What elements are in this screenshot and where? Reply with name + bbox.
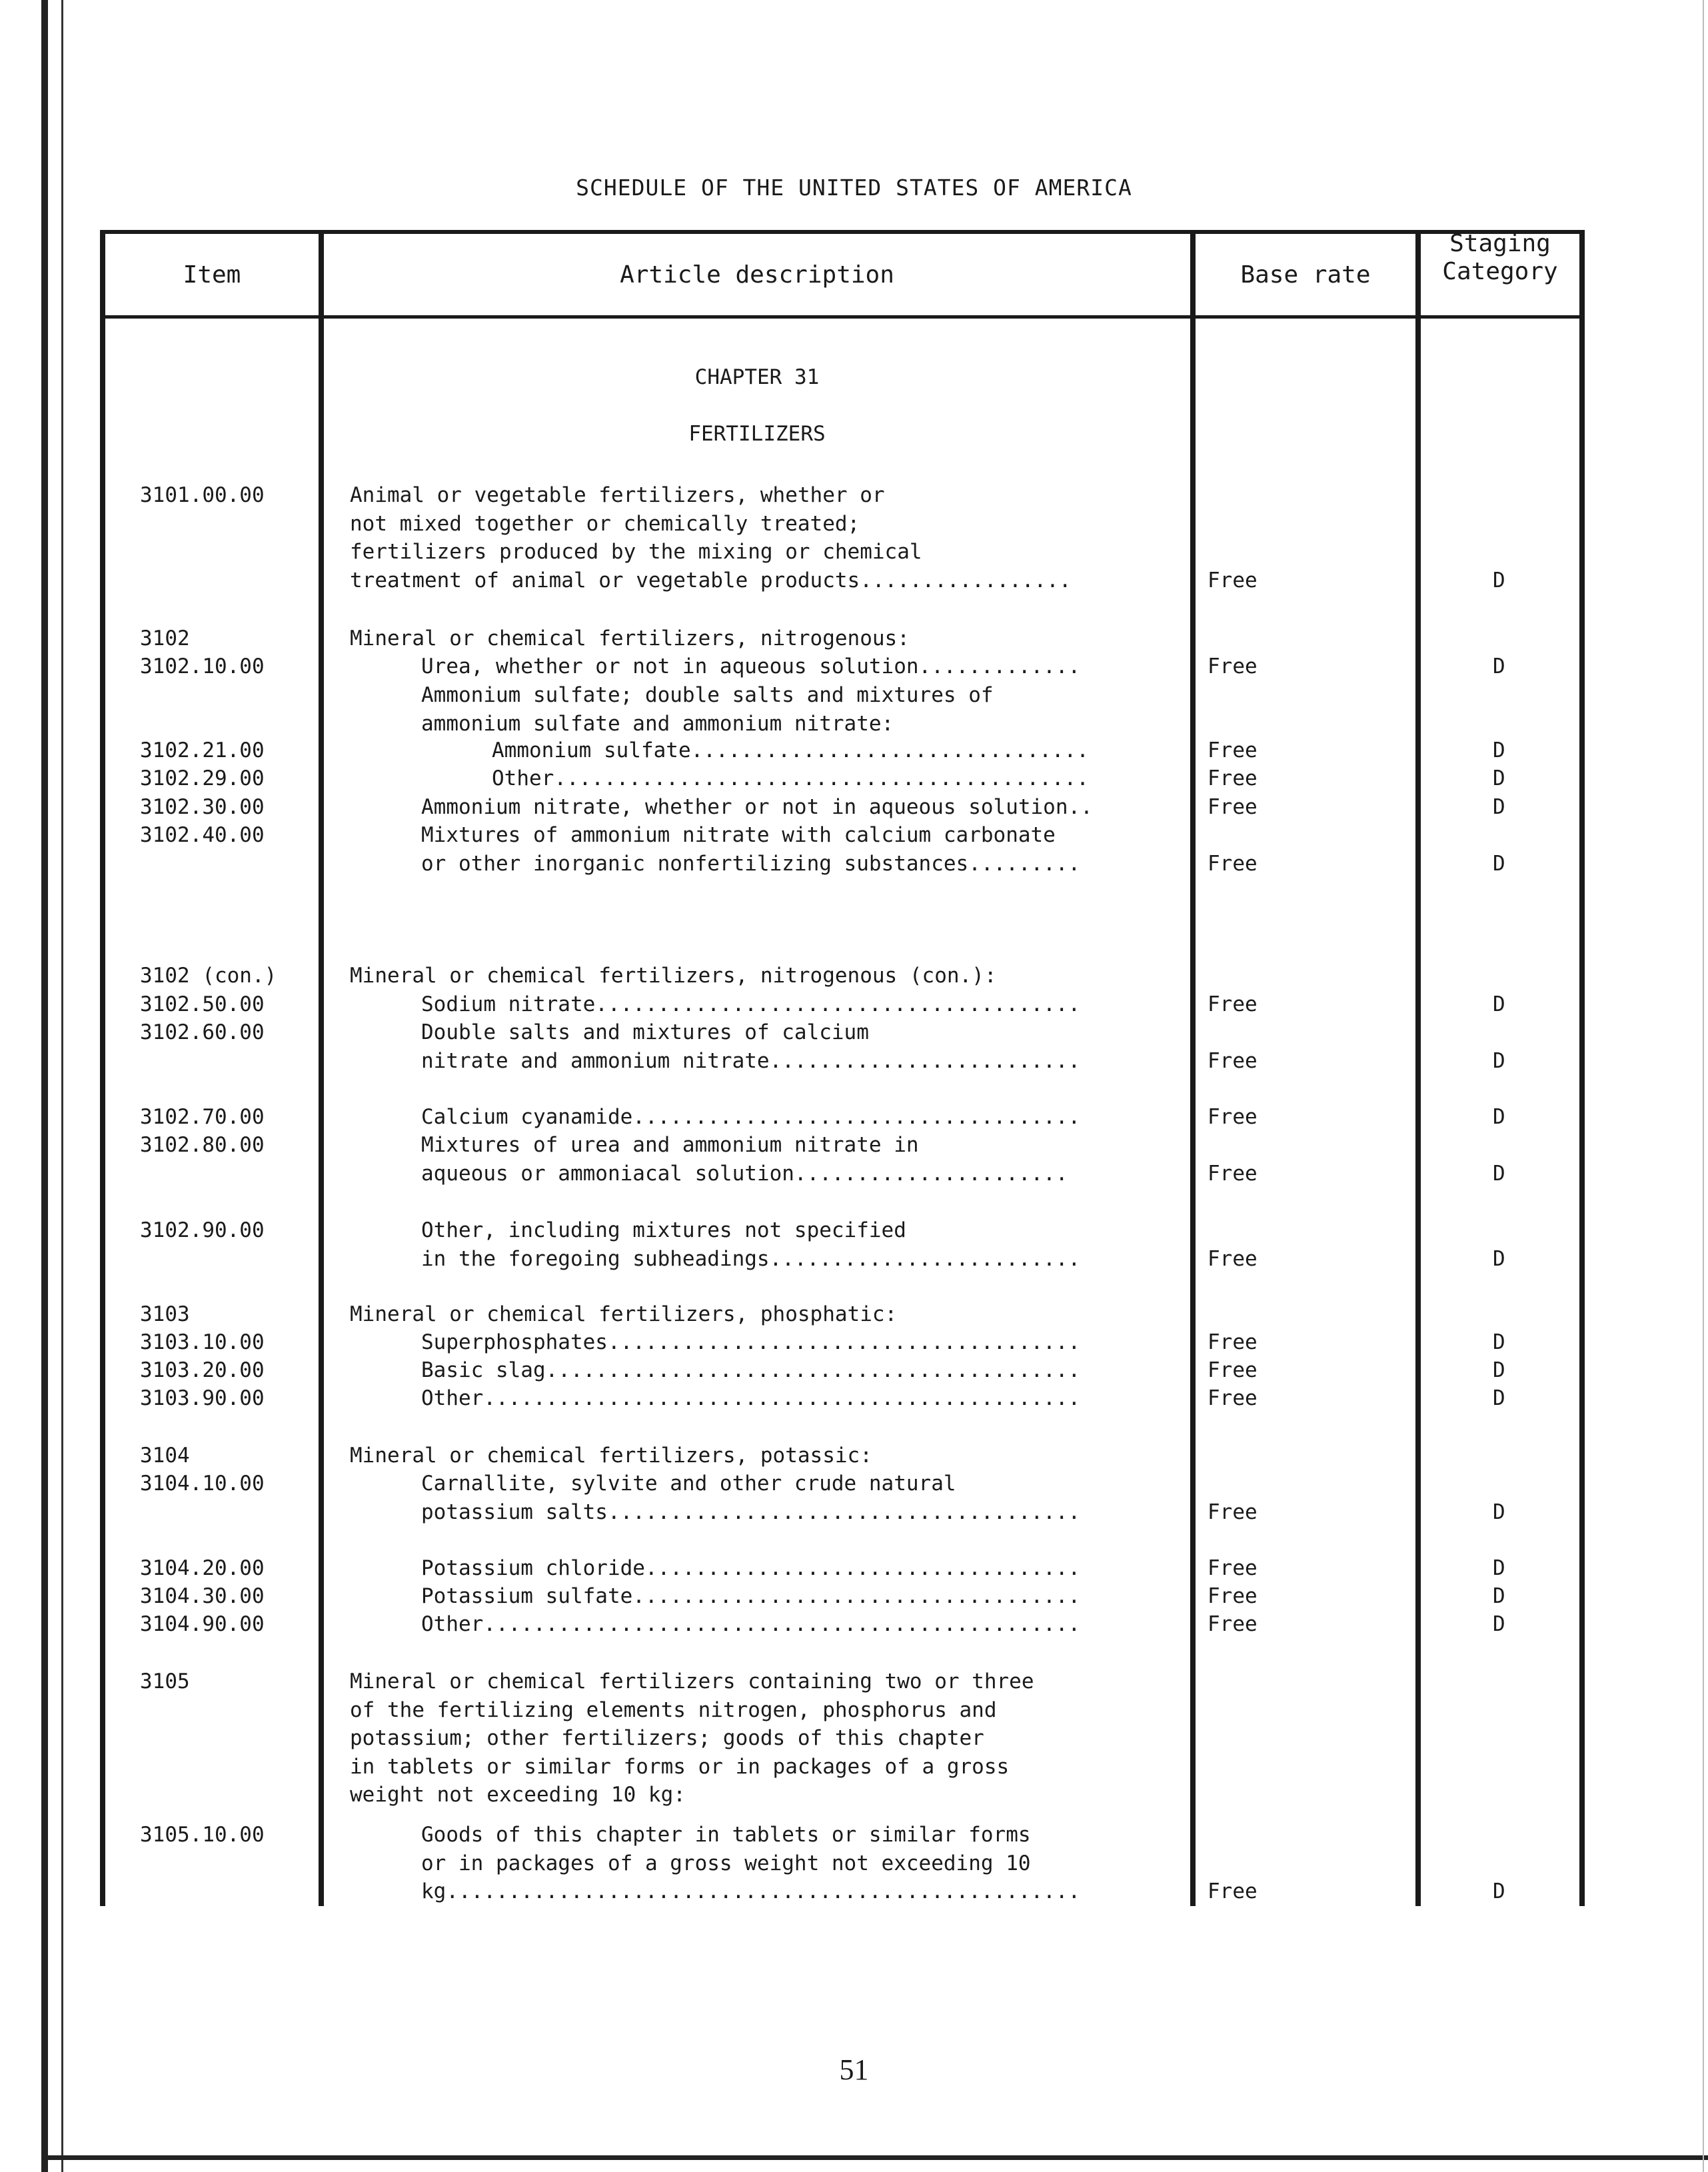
article-description-line: Mineral or chemical fertilizers, phosphatic: xyxy=(350,1302,898,1326)
base-rate: Free xyxy=(1208,1105,1258,1129)
page-right-edge xyxy=(1703,0,1704,2172)
base-rate: Free xyxy=(1208,1612,1258,1636)
article-description-line: of the fertilizing elements nitrogen, phosphorus and xyxy=(350,1697,997,1722)
item-code: 3104.20.00 xyxy=(140,1556,265,1580)
binding-edge-inner xyxy=(61,0,63,2172)
item-code: 3102 xyxy=(140,626,190,650)
staging-category: D xyxy=(1493,1386,1505,1410)
article-description-line: in tablets or similar forms or in packages of a gross xyxy=(350,1754,1010,1779)
article-description-line: treatment of animal or vegetable products................. xyxy=(350,568,1072,592)
item-code: 3102.60.00 xyxy=(140,1020,265,1044)
article-description-line: weight not exceeding 10 kg: xyxy=(350,1783,686,1807)
item-code: 3102.70.00 xyxy=(140,1105,265,1129)
staging-category: D xyxy=(1493,568,1505,592)
item-code: 3104 xyxy=(140,1444,190,1468)
article-description-line: Superphosphates...................................... xyxy=(421,1330,1081,1354)
base-rate: Free xyxy=(1208,1584,1258,1608)
staging-category: D xyxy=(1493,1612,1505,1636)
binding-edge xyxy=(41,0,48,2172)
article-description-line: Basic slag........................................... xyxy=(421,1358,1081,1382)
base-rate: Free xyxy=(1208,738,1258,762)
article-description-line: Ammonium nitrate, whether or not in aqueous solution.. xyxy=(421,795,1093,819)
column-divider-item xyxy=(319,230,324,1906)
base-rate: Free xyxy=(1208,795,1258,819)
item-code: 3104.10.00 xyxy=(140,1472,265,1496)
article-description-line: not mixed together or chemically treated; xyxy=(350,511,860,536)
item-code: 3103 xyxy=(140,1302,190,1326)
item-code: 3102.21.00 xyxy=(140,738,265,762)
item-code: 3105.10.00 xyxy=(140,1823,265,1847)
item-code: 3102.29.00 xyxy=(140,766,265,790)
schedule-title: SCHEDULE OF THE UNITED STATES OF AMERICA xyxy=(576,175,1132,201)
article-description-line: Mineral or chemical fertilizers, potassic: xyxy=(350,1444,872,1468)
staging-category: D xyxy=(1493,1879,1505,1903)
header-description: Article description xyxy=(620,261,894,289)
staging-category: D xyxy=(1493,766,1505,790)
item-code: 3103.90.00 xyxy=(140,1386,265,1410)
article-description-line: Sodium nitrate....................................... xyxy=(421,992,1081,1016)
article-description-line: fertilizers produced by the mixing or chemical xyxy=(350,540,922,564)
staging-category: D xyxy=(1493,654,1505,678)
page-number: 51 xyxy=(839,2053,869,2086)
article-description-line: Urea, whether or not in aqueous solution............. xyxy=(421,654,1081,678)
article-description-line: in the foregoing subheadings......................... xyxy=(421,1246,1081,1271)
article-description-line: Other................................................ xyxy=(421,1386,1081,1410)
staging-category: D xyxy=(1493,1500,1505,1524)
item-code: 3102.80.00 xyxy=(140,1133,265,1157)
base-rate: Free xyxy=(1208,568,1258,592)
base-rate: Free xyxy=(1208,851,1258,876)
base-rate: Free xyxy=(1208,1358,1258,1382)
base-rate: Free xyxy=(1208,1246,1258,1271)
base-rate: Free xyxy=(1208,1386,1258,1410)
column-divider-description xyxy=(1190,230,1196,1906)
article-description-line: Other, including mixtures not specified xyxy=(421,1218,906,1242)
staging-category: D xyxy=(1493,1246,1505,1271)
article-description-line: Animal or vegetable fertilizers, whether or xyxy=(350,483,885,507)
item-code: 3102.30.00 xyxy=(140,795,265,819)
staging-category: D xyxy=(1493,1048,1505,1073)
item-code: 3105 xyxy=(140,1669,190,1693)
item-code: 3102.40.00 xyxy=(140,823,265,847)
item-code: 3102.50.00 xyxy=(140,992,265,1016)
item-code: 3102.10.00 xyxy=(140,654,265,678)
base-rate: Free xyxy=(1208,1500,1258,1524)
staging-category: D xyxy=(1493,851,1505,876)
article-description-line: nitrate and ammonium nitrate......................... xyxy=(421,1048,1081,1073)
staging-category: D xyxy=(1493,1161,1505,1186)
staging-category: D xyxy=(1493,1556,1505,1580)
article-description-line: Other................................................ xyxy=(421,1612,1081,1636)
article-description-line: aqueous or ammoniacal solution...................... xyxy=(421,1161,1068,1186)
header-staging-category: Staging Category xyxy=(1442,230,1558,285)
article-description-line: Carnallite, sylvite and other crude natural xyxy=(421,1472,956,1496)
base-rate: Free xyxy=(1208,1161,1258,1186)
article-description-line: Calcium cyanamide.................................... xyxy=(421,1105,1081,1129)
article-description-line: ammonium sulfate and ammonium nitrate: xyxy=(421,711,894,736)
base-rate: Free xyxy=(1208,654,1258,678)
staging-category: D xyxy=(1493,1358,1505,1382)
staging-category: D xyxy=(1493,1330,1505,1354)
article-description-line: Mixtures of ammonium nitrate with calcium carbonate xyxy=(421,823,1056,847)
base-rate: Free xyxy=(1208,1330,1258,1354)
staging-category: D xyxy=(1493,1105,1505,1129)
item-code: 3102.90.00 xyxy=(140,1218,265,1242)
item-code: 3103.20.00 xyxy=(140,1358,265,1382)
base-rate: Free xyxy=(1208,1048,1258,1073)
article-description-line: or in packages of a gross weight not exceeding 10 xyxy=(421,1851,1031,1875)
article-description-line: Double salts and mixtures of calcium xyxy=(421,1020,869,1044)
article-description-line: Mineral or chemical fertilizers, nitrogenous (con.): xyxy=(350,964,997,988)
item-code: 3102 (con.) xyxy=(140,964,277,988)
article-description-line: potassium salts...................................... xyxy=(421,1500,1081,1524)
staging-category: D xyxy=(1493,795,1505,819)
staging-category: D xyxy=(1493,992,1505,1016)
base-rate: Free xyxy=(1208,1879,1258,1903)
article-description-line: Other........................................... xyxy=(492,766,1089,790)
base-rate: Free xyxy=(1208,992,1258,1016)
column-divider-rate xyxy=(1415,230,1421,1906)
staging-category: D xyxy=(1493,1584,1505,1608)
article-description-line: Mineral or chemical fertilizers, nitrogenous: xyxy=(350,626,910,650)
article-description-line: Mineral or chemical fertilizers containing two or three xyxy=(350,1669,1034,1693)
article-description-line: Potassium chloride................................... xyxy=(421,1556,1081,1580)
staging-category: D xyxy=(1493,738,1505,762)
article-description-line: potassium; other fertilizers; goods of this chapter xyxy=(350,1726,984,1750)
article-description-line: Ammonium sulfate; double salts and mixtures of xyxy=(421,683,994,707)
article-description-line: Mixtures of urea and ammonium nitrate in xyxy=(421,1133,919,1157)
article-description-line: kg................................................... xyxy=(421,1879,1081,1903)
header-base-rate: Base rate xyxy=(1240,261,1371,289)
item-code: 3103.10.00 xyxy=(140,1330,265,1354)
article-description-line: or other inorganic nonfertilizing substances......... xyxy=(421,851,1081,876)
item-code: 3104.30.00 xyxy=(140,1584,265,1608)
item-code: 3101.00.00 xyxy=(140,483,265,507)
article-description-line: Goods of this chapter in tablets or similar forms xyxy=(421,1823,1031,1847)
base-rate: Free xyxy=(1208,766,1258,790)
chapter-title: FERTILIZERS xyxy=(688,422,826,446)
chapter-number: CHAPTER 31 xyxy=(694,365,820,389)
header-item: Item xyxy=(183,261,241,289)
article-description-line: Ammonium sulfate................................ xyxy=(492,738,1089,762)
base-rate: Free xyxy=(1208,1556,1258,1580)
item-code: 3104.90.00 xyxy=(140,1612,265,1636)
article-description-line: Potassium sulfate.................................... xyxy=(421,1584,1081,1608)
binding-bottom-edge xyxy=(41,2155,1708,2160)
